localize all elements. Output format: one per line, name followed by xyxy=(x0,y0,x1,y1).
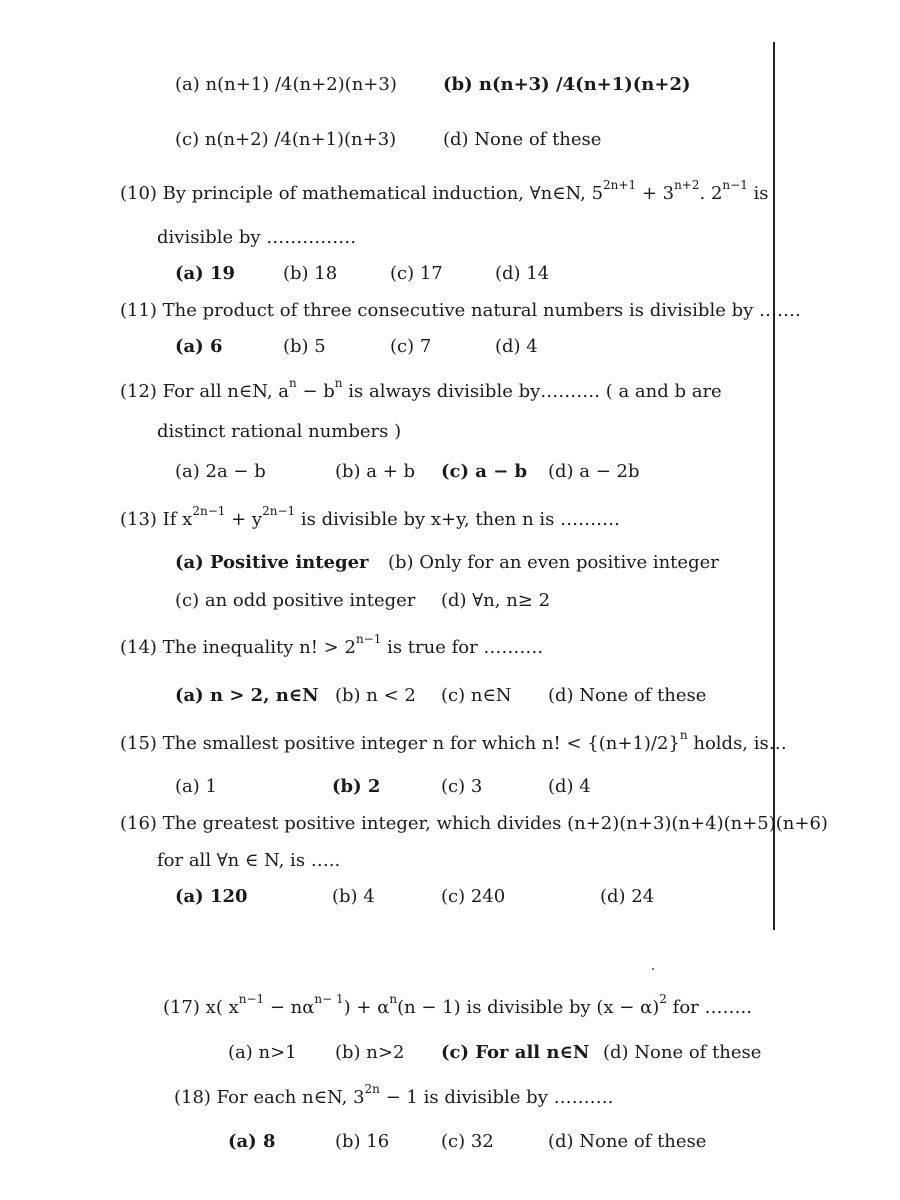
q10-exp2: n+2 xyxy=(674,178,700,192)
q10-suffix: is xyxy=(747,183,769,204)
q17-exp2: n− 1 xyxy=(314,992,344,1006)
q17-option-c: (c) For all n∈N xyxy=(441,1042,590,1063)
q12-option-c: (c) a − b xyxy=(441,461,528,482)
q14-option-a: (a) n > 2, n∈N xyxy=(175,685,319,706)
q17-stem-prefix: (17) x( x xyxy=(163,997,239,1018)
q16-option-a: (a) 120 xyxy=(175,886,248,907)
q17-option-a: (a) n>1 xyxy=(228,1042,297,1063)
q12-option-a: (a) 2a − b xyxy=(175,461,266,482)
q13-option-d: (d) ∀n, n≥ 2 xyxy=(441,590,551,611)
q17-mid3: (n − 1) is divisible by (x − α) xyxy=(397,997,660,1018)
q15-stem xyxy=(120,728,787,754)
q13-stem xyxy=(120,504,620,530)
q16-option-b: (b) 4 xyxy=(332,886,375,907)
q16-option-d: (d) 24 xyxy=(600,886,655,907)
q17-exp4: 2 xyxy=(659,992,667,1006)
q15-suffix: holds, is… xyxy=(687,733,787,754)
q16-stem-line2: for all ∀n ∈ N, is ….. xyxy=(157,850,341,871)
q11-option-c: (c) 7 xyxy=(390,336,432,357)
q10-stem-prefix: (10) By principle of mathematical induction, ∀n∈N, 5 xyxy=(120,183,604,204)
q18-stem xyxy=(174,1082,614,1108)
q12-suffix: is always divisible by………. ( a and b are xyxy=(342,381,722,402)
q10-exp1: 2n+1 xyxy=(603,178,637,192)
q15-exp1: n xyxy=(679,728,688,742)
q10-option-b: (b) 18 xyxy=(283,263,338,284)
q17-option-d: (d) None of these xyxy=(603,1042,762,1063)
q13-option-c: (c) an odd positive integer xyxy=(175,590,416,611)
q18-option-c: (c) 32 xyxy=(441,1131,494,1152)
q15-option-b: (b) 2 xyxy=(332,776,381,797)
q17-mid2: ) + α xyxy=(343,997,390,1018)
margin-rule xyxy=(773,42,775,930)
q9-option-c: (c) n(n+2) /4(n+1)(n+3) xyxy=(175,129,397,150)
q16-option-c: (c) 240 xyxy=(441,886,506,907)
q9-option-b: (b) n(n+3) /4(n+1)(n+2) xyxy=(443,74,691,95)
q14-stem-prefix: (14) The inequality n! > 2 xyxy=(120,637,356,658)
q13-suffix: is divisible by x+y, then n is ………. xyxy=(295,509,620,530)
q15-option-d: (d) 4 xyxy=(548,776,591,797)
q14-exp1: n−1 xyxy=(355,632,382,646)
q13-option-b: (b) Only for an even positive integer xyxy=(388,552,719,573)
q17-option-b: (b) n>2 xyxy=(335,1042,405,1063)
q14-option-b: (b) n < 2 xyxy=(335,685,416,706)
q12-stem-prefix: (12) For all n∈N, a xyxy=(120,381,289,402)
q10-option-a: (a) 19 xyxy=(175,263,236,284)
q13-exp1: 2n−1 xyxy=(192,504,226,518)
q10-stem xyxy=(120,178,769,204)
q11-option-d: (d) 4 xyxy=(495,336,538,357)
q17-mid: − nα xyxy=(264,997,315,1018)
q16-stem: (16) The greatest positive integer, which divides (n+2)(n+3)(n+4)(n+5)(n+6) xyxy=(120,813,828,834)
q18-option-b: (b) 16 xyxy=(335,1131,390,1152)
q14-option-c: (c) n∈N xyxy=(441,685,512,706)
q13-stem-prefix: (13) If x xyxy=(120,509,193,530)
q18-option-d: (d) None of these xyxy=(548,1131,707,1152)
q12-exp2: n xyxy=(334,376,343,390)
q12-option-b: (b) a + b xyxy=(335,461,416,482)
q17-suffix: for …….. xyxy=(666,997,752,1018)
q18-stem-prefix: (18) For each n∈N, 3 xyxy=(174,1087,365,1108)
q18-exp1: 2n xyxy=(364,1082,380,1096)
q17-stem xyxy=(163,992,752,1018)
q10-stem-line2: divisible by …………… xyxy=(157,227,357,248)
q17-exp1: n−1 xyxy=(238,992,265,1006)
q15-option-a: (a) 1 xyxy=(175,776,217,797)
q10-option-d: (d) 14 xyxy=(495,263,550,284)
q12-stem-line2: distinct rational numbers ) xyxy=(157,421,402,442)
q13-mid: + y xyxy=(225,509,263,530)
q10-mid2: . 2 xyxy=(699,183,723,204)
q14-option-d: (d) None of these xyxy=(548,685,707,706)
q9-option-d: (d) None of these xyxy=(443,129,602,150)
q12-mid: − b xyxy=(296,381,335,402)
q12-exp1: n xyxy=(289,376,297,390)
q9-option-a: (a) n(n+1) /4(n+2)(n+3) xyxy=(175,74,397,95)
q14-suffix: is true for ………. xyxy=(381,637,544,658)
q11-option-b: (b) 5 xyxy=(283,336,326,357)
q10-exp3: n−1 xyxy=(722,178,748,192)
q10-option-c: (c) 17 xyxy=(390,263,443,284)
q12-stem xyxy=(120,376,722,402)
q11-stem: (11) The product of three consecutive natural numbers is divisible by ……. xyxy=(120,300,801,321)
q14-stem xyxy=(120,632,544,658)
q15-stem-prefix: (15) The smallest positive integer n for which n! < {(n+1)/2} xyxy=(120,733,680,754)
q10-mid: + 3 xyxy=(636,183,675,204)
q15-option-c: (c) 3 xyxy=(441,776,483,797)
q11-option-a: (a) 6 xyxy=(175,336,223,357)
q18-option-a: (a) 8 xyxy=(228,1131,276,1152)
q13-exp2: 2n−1 xyxy=(262,504,296,518)
scan-speck xyxy=(652,968,654,970)
q13-option-a: (a) Positive integer xyxy=(175,552,369,573)
q17-exp3: n xyxy=(389,992,398,1006)
q12-option-d: (d) a − 2b xyxy=(548,461,640,482)
q18-suffix: − 1 is divisible by ………. xyxy=(379,1087,614,1108)
